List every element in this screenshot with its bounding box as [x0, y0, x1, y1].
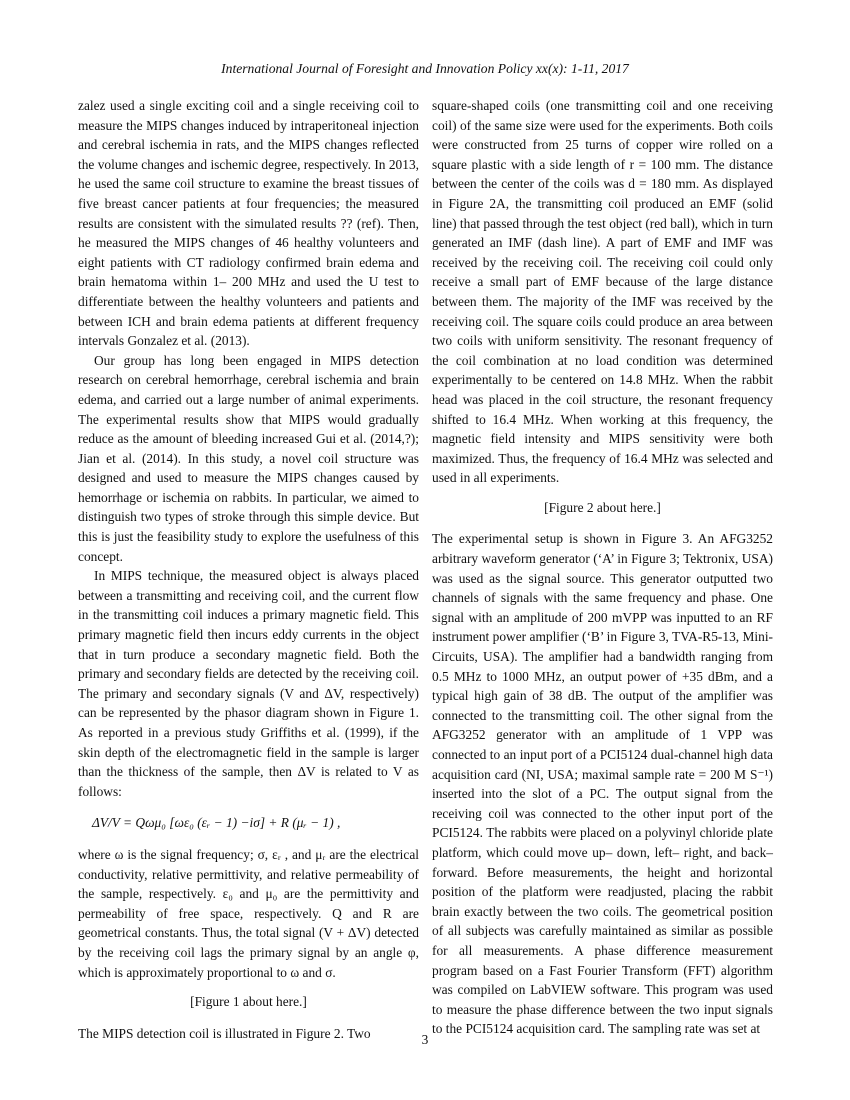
left-paragraph-3: In MIPS technique, the measured object is always placed between a transmitting and receiving coil, and the current flow in the transmitting coil induces a primary magnetic field. This primary magnetic field then incurs eddy currents in the object that in turn produce a secondary magnetic field. Both the primary and secondary fields are detected by the receiving coil. The primary and secondary signals (V and ΔV, respectively) can be represented by the phasor diagram shown in Figure 1. As reported in a previous study Griffiths et al. (1999), if the skin depth of the electromagnetic field in the sample is larger than the thickness of the sample, then ΔV is related to V as follows: — [78, 568, 419, 799]
left-paragraph-2: Our group has long been engaged in MIPS detection research on cerebral hemorrhage, cerebral ischemia and brain edema, and carried out a large number of animal experiments. The experimental results show that MIPS would gradually reduce as the amount of bleeding increased Gui et al. (2014,?); Jian et al. (2014). In this study, a novel coil structure was designed and used to measure the MIPS changes caused by hemorrhage or ischemia on rabbits. In particular, we aimed to distinguish two types of stroke through this simple device. But this is just the feasibility study to explore the usefulness of this concept. — [78, 352, 419, 564]
figure-1-placeholder: [Figure 1 about here.] — [190, 994, 307, 1010]
left-paragraph-5: The MIPS detection coil is illustrated in Figure 2. Two — [78, 1025, 371, 1041]
left-paragraph-1: zalez used a single exciting coil and a single receiving coil to measure the MIPS changes induced by intraperitoneal injection and cerebral ischemia in rats, and the MIPS changes reflected the volume changes and ischemic degree, respectively. In 2013, he used the same coil structure to examine the breast tissues of five breast cancer patients at four frequencies; the measured results are consistent with the simulated results ?? (ref). Then, he measured the MIPS changes of 46 healthy volunteers and eight patients with CT radiology confirmed brain edema and brain hematoma within 1– 200 MHz and used the U test to differentiate between the healthy volunteers and patients and between ICH and brain edema patients at different frequency intervals Gonzalez et al. (2013). — [78, 98, 419, 349]
left-column — [78, 96, 419, 1043]
figure-2-placeholder: [Figure 2 about here.] — [544, 499, 661, 515]
right-column — [432, 96, 773, 1039]
right-paragraph-1: square-shaped coils (one transmitting coil and one receiving coil) of the same size were used for the experiments. Both coils were constructed from 25 turns of copper wire rolled on a square plastic with a side length of r = 100 mm. The distance between the center of the coils was d = 180 mm. As displayed in Figure 2A, the transmitting coil produced an EMF (solid line) that passed through the test object (red ball), which in turn generated an IMF (dash line). A part of EMF and IMF was received by the receiving coil. The receiving coil could only receive a small part of EMF because of the large distance between them. The majority of the IMF was received by the receiving coil. The square coils could produce an area between two coils with uniform sensitivity. The resonant frequency of the coil combination at no load condition was determined experimentally to be centered on 14.8 MHz. When the rabbit head was placed in the coil structure, the resonant frequency shifted to 16.4 MHz. When working at this frequency, the magnetic field intensity and MIPS sensitivity were both maximized. Thus, the frequency of 16.4 MHz was selected and used in all experiments. — [432, 98, 773, 486]
running-header: International Journal of Foresight and Innovation Policy xx(x): 1-11, 2017 — [221, 61, 629, 76]
equation-delta-v: ΔV/V = Qωμ₀ [ωε₀ (εᵣ − 1) −iσ] + R (μᵣ − 1) , — [92, 815, 341, 831]
right-paragraph-2: The experimental setup is shown in Figure 3. An AFG3252 arbitrary waveform generator (‘A’ in Figure 3; Tektronix, USA) was used as the signal source. This generator outputted two channels of signals with the same frequency and phase. One signal with an amplitude of 200 mVPP was inputted to an RF instrument power amplifier (‘B’ in Figure 3, TVA-R5-13, Mini-Circuits, USA). The amplifier had a bandwidth ranging from 0.5 MHz to 1000 MHz, an output power of +35 dBm, and a typical high gain of 38 dB. The output of the amplifier was connected to the transmitting coil. The other signal from the AFG3252 generator with an amplitude of 1 VPP was connected to an input port of a PCI5124 dual-channel high data acquisition card (NI, USA; maximal sample rate = 200 M S⁻¹) inserted into the slot of a PC. The output signal from the receiving coil was connected to the other input port of the PCI5124. The rabbits were placed on a polyvinyl chloride plate platform, which could move up– down, left– right, and back– forward. Before measurements, the height and horizontal position of the platform were readjusted, placing the rabbit brain exactly between the two coils. The geometrical position of all subjects was carefully maintained as similar as possible for all measurements. A phase difference measurement program based on a Fast Fourier Transform (FFT) algorithm was compiled on LabVIEW software. This program was used to measure the phase difference between the two input signals to the PCI5124 acquisition card. The sampling rate was set at — [432, 531, 773, 1037]
left-paragraph-4: where ω is the signal frequency; σ, εᵣ , and μᵣ are the electrical conductivity, relative permittivity, and relative permeability of the sample, respectively. ε₀ and μ₀ are the permittivity and permeability of free space, respectively. Q and R are geometrical constants. Thus, the total signal (V + ΔV) detected by the receiving coil lags the primary signal by an angle φ, which is approximately proportional to ω and σ. — [78, 846, 419, 980]
page-number: 3 — [421, 1032, 429, 1047]
